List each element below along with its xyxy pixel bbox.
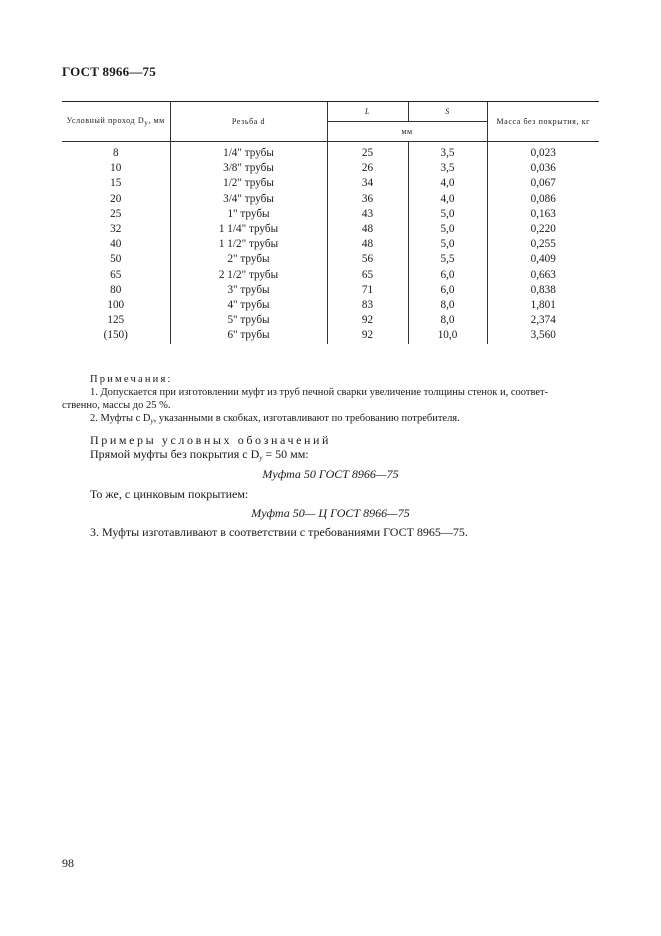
table-row	[62, 161, 599, 176]
table-cell: 20	[110, 192, 122, 205]
table-cell: 5,0	[408, 237, 487, 252]
table-cell: 1" трубы	[170, 207, 327, 222]
table-cell: 5,5	[408, 252, 487, 267]
table-cell: 0,086	[487, 192, 599, 207]
table-cell: 3/4" трубы	[170, 192, 327, 207]
note-1-line-1: 1. Допускается при изготовлении муфт из труб печной сварки увеличение толщины стенок и, соответ-	[90, 387, 549, 398]
table-cell: 4" трубы	[170, 298, 327, 313]
table-cell: 3" трубы	[170, 283, 327, 298]
document-title: ГОСТ 8966—75	[62, 64, 156, 79]
table-cell: 0,220	[487, 222, 599, 237]
table-cell: 15	[110, 177, 122, 190]
table-cell: 32	[110, 223, 122, 236]
table-cell: 48	[327, 237, 408, 252]
table-cell: 1/2" трубы	[170, 176, 327, 191]
table-cell: 3,560	[487, 328, 599, 343]
table-body	[62, 142, 599, 344]
table-cell: 2" трубы	[170, 252, 327, 267]
example-line-2: То же, с цинковым покрытием:	[90, 487, 249, 501]
table-cell: 5,0	[408, 207, 487, 222]
header-thread: Резьба d	[170, 102, 327, 142]
table-cell: 25	[327, 142, 408, 162]
table-cell: 0,838	[487, 283, 599, 298]
table-cell: 4,0	[408, 192, 487, 207]
example-line-1: Прямой муфты без покрытия с $D_у = 50$ мм:	[90, 447, 309, 462]
table-cell: 36	[327, 192, 408, 207]
table-cell: 65	[110, 268, 122, 281]
header-unit-mm: мм	[327, 122, 487, 142]
table-cell: 40	[110, 238, 122, 251]
table-cell: 1/4" трубы	[170, 142, 327, 162]
table-cell: 0,067	[487, 176, 599, 191]
coupling-table	[62, 101, 599, 356]
table-cell: 1,801	[487, 298, 599, 313]
table-cell: 1 1/2" трубы	[170, 237, 327, 252]
table-cell: 50	[110, 253, 122, 266]
table-row	[62, 252, 599, 267]
table-row	[62, 176, 599, 191]
table-row	[62, 142, 599, 162]
table-cell: 25	[110, 207, 122, 220]
table-row	[62, 298, 599, 313]
table-cell: 6,0	[408, 268, 487, 283]
table-cell: 5,0	[408, 222, 487, 237]
table-cell: 0,255	[487, 237, 599, 252]
table-cell: 1 1/4" трубы	[170, 222, 327, 237]
table-row	[62, 192, 599, 207]
header-wall: S	[408, 102, 487, 122]
page-number: 98	[62, 856, 74, 870]
table-cell: 5" трубы	[170, 313, 327, 328]
table-cell: 4,0	[408, 176, 487, 191]
table-row	[62, 328, 599, 343]
table-cell: 2,374	[487, 313, 599, 328]
header-length: L	[327, 102, 408, 122]
examples-heading: Примеры условных обозначений	[90, 433, 332, 447]
table-cell: (150)	[103, 329, 128, 342]
table-cell: 6" трубы	[170, 328, 327, 343]
table-cell: 48	[327, 222, 408, 237]
table-cell: 100	[107, 299, 125, 312]
table-cell: 8	[112, 147, 119, 159]
table-cell: 80	[110, 283, 122, 296]
table-cell: 34	[327, 176, 408, 191]
note-1-line-2: ственно, массы до 25 %.	[62, 400, 171, 411]
designation-1: Муфта 50 ГОСТ 8966—75	[262, 467, 399, 481]
note-2: 2. Муфты с $D_у$, указанными в скобках, изготавливают по требованию потребителя.	[90, 413, 460, 425]
table-cell: 0,036	[487, 161, 599, 176]
header-mass: Масса без покрытия, кг	[487, 102, 599, 142]
table-row	[62, 268, 599, 283]
table-cell: 8,0	[408, 298, 487, 313]
table-cell: 71	[327, 283, 408, 298]
table-cell: 3,5	[408, 161, 487, 176]
table-cell: 10,0	[408, 328, 487, 343]
table-row	[62, 313, 599, 328]
notes-heading: Примечания:	[90, 374, 173, 385]
table-cell: 10	[110, 162, 122, 175]
table-cell: 83	[327, 298, 408, 313]
table-cell: 92	[327, 313, 408, 328]
table-cell: 3,5	[408, 142, 487, 162]
table-cell: 3/8" трубы	[170, 161, 327, 176]
table-cell: 26	[327, 161, 408, 176]
table-cell: 43	[327, 207, 408, 222]
table-cell: 0,023	[487, 142, 599, 162]
table-row	[62, 237, 599, 252]
table-cell: 125	[107, 314, 125, 327]
table-cell: 8,0	[408, 313, 487, 328]
table-cell: 2 1/2" трубы	[170, 268, 327, 283]
note-3: 3. Муфты изготавливают в соответствии с требованиями ГОСТ 8965—75.	[90, 525, 468, 539]
table-cell: 0,409	[487, 252, 599, 267]
designation-2: Муфта 50— Ц ГОСТ 8966—75	[251, 506, 410, 520]
table-cell: 0,163	[487, 207, 599, 222]
table-cell: 56	[327, 252, 408, 267]
table-cell: 92	[327, 328, 408, 343]
table-cell: 65	[327, 268, 408, 283]
table-row	[62, 207, 599, 222]
notes-block	[62, 373, 610, 428]
table-row	[62, 222, 599, 237]
table-cell: 6,0	[408, 283, 487, 298]
table-row	[62, 283, 599, 298]
table-cell: 0,663	[487, 268, 599, 283]
header-nominal-bore: Условный проход $D_у$, мм	[62, 102, 170, 142]
